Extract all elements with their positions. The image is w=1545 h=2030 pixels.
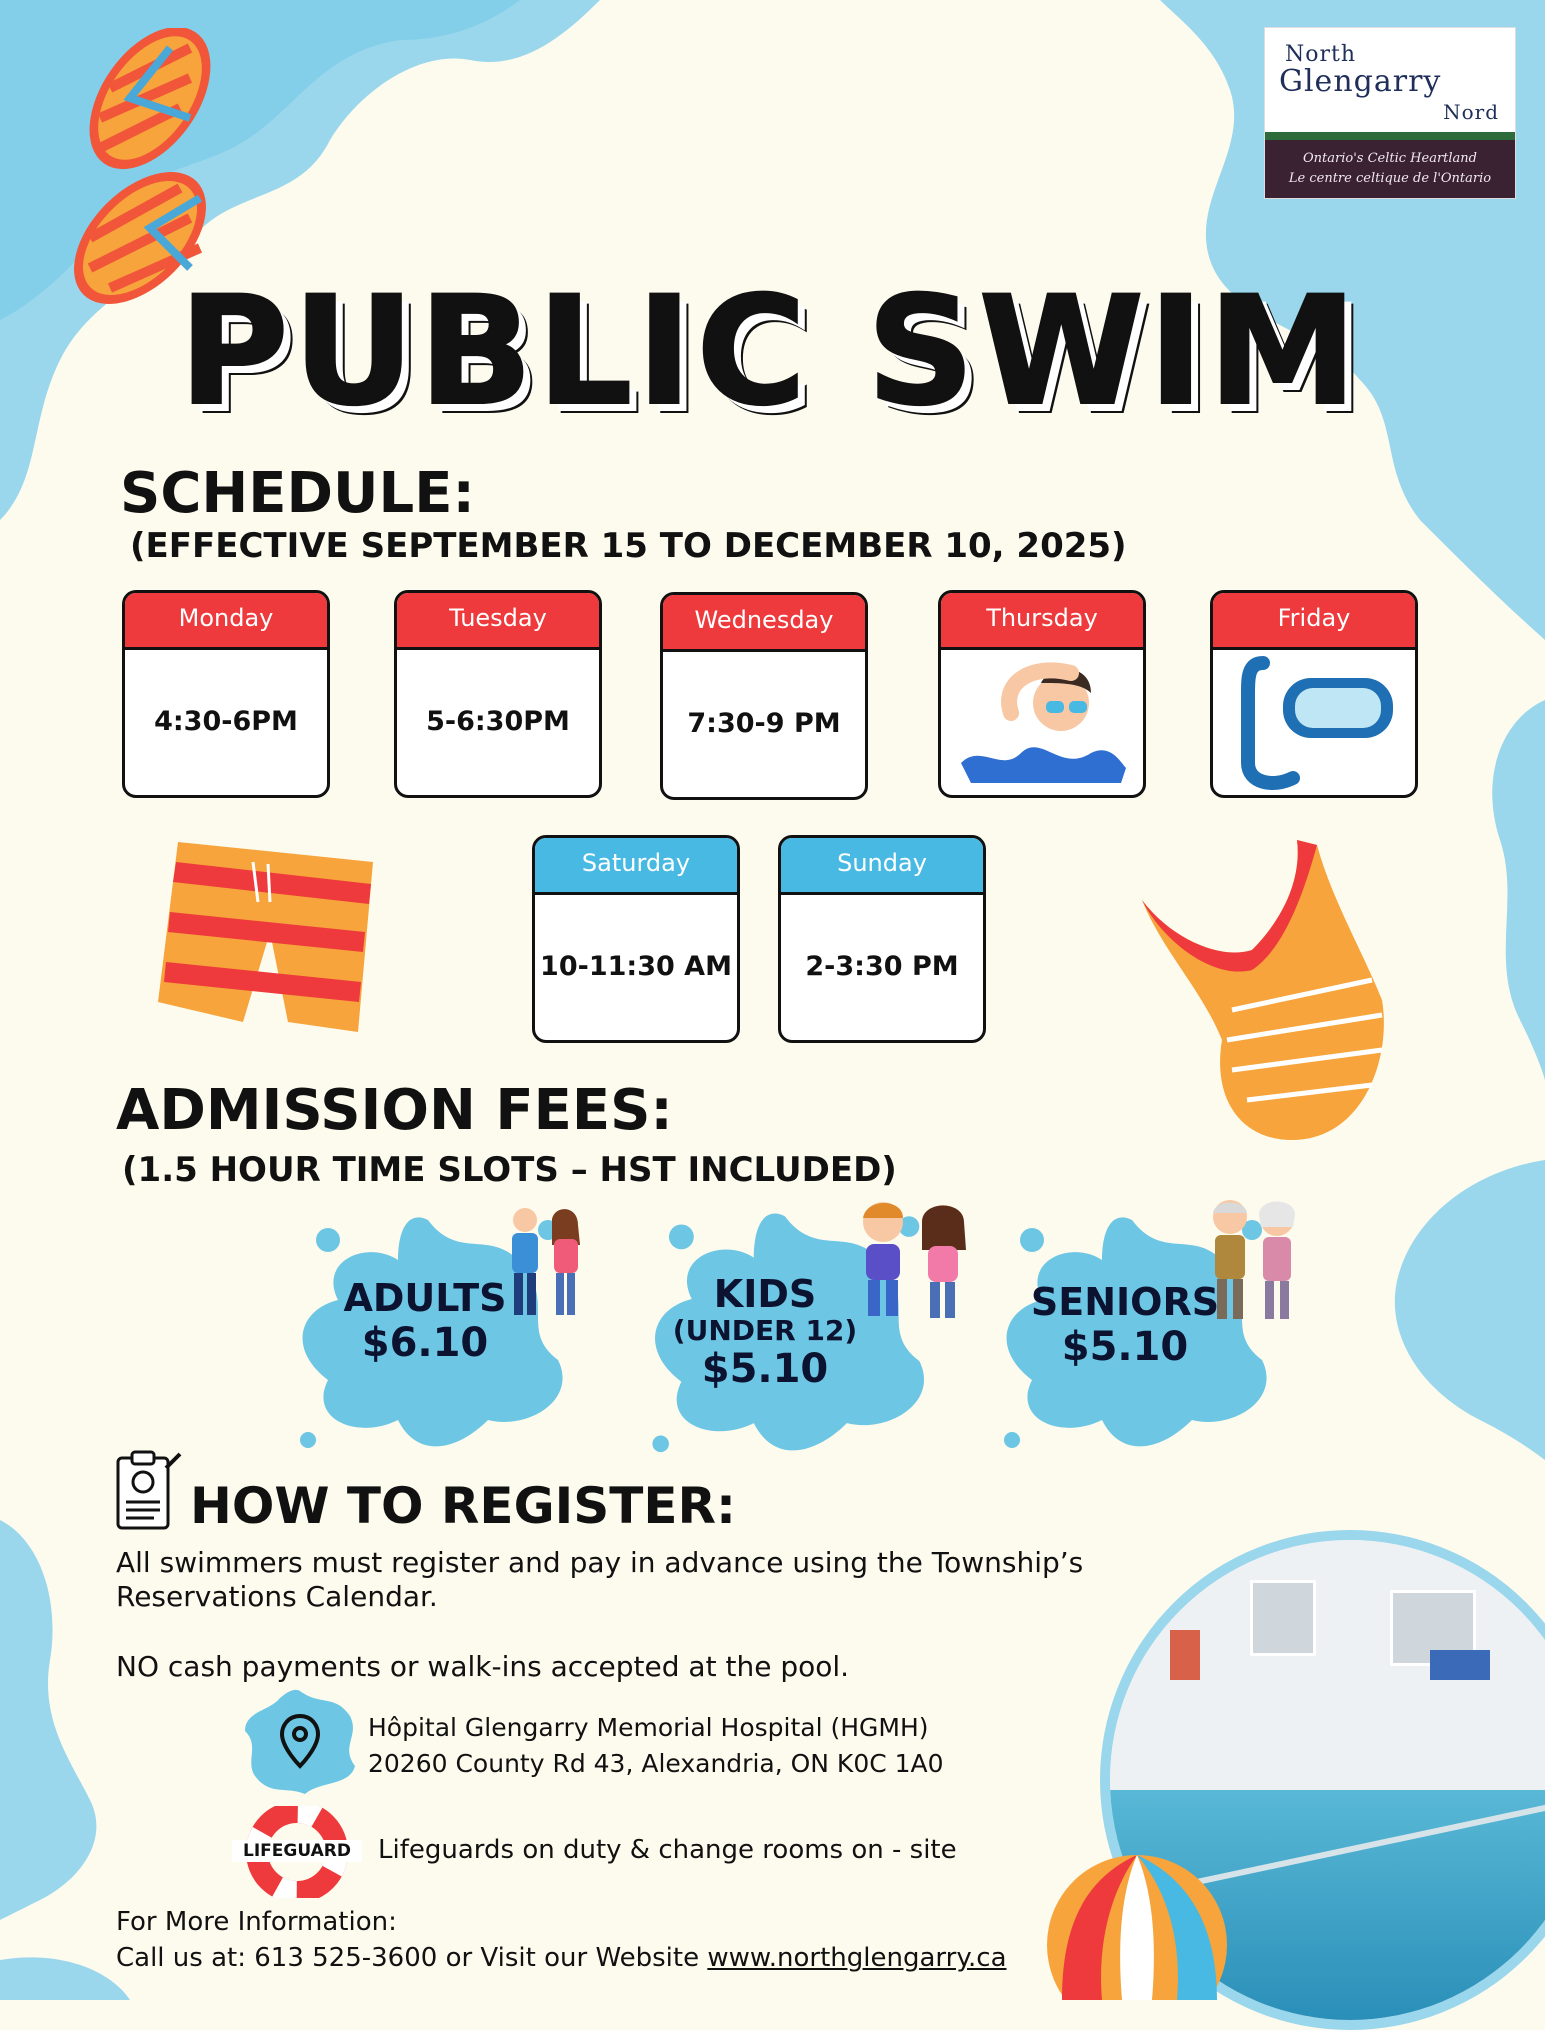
fee-label: ADULTS <box>343 1276 507 1320</box>
swimsuit-icon <box>1132 840 1422 1150</box>
day-name: Sunday <box>781 838 983 895</box>
contact-info <box>116 1904 1007 1976</box>
logo-tagline-fr: Le centre celtique de l'Ontario <box>1288 171 1492 186</box>
fee-label: KIDS <box>713 1272 817 1316</box>
north-glengarry-logo <box>1265 28 1515 198</box>
day-card-monday <box>122 590 330 798</box>
day-time: 7:30-9 PM <box>687 707 841 739</box>
beach-ball-icon <box>1042 1850 1232 2000</box>
register-text-line1: All swimmers must register and pay in advance using the Township’s <box>116 1546 1084 1579</box>
register-text-line2: Reservations Calendar. <box>116 1580 438 1613</box>
day-name: Wednesday <box>663 595 865 652</box>
lifeguard-text: Lifeguards on duty & change rooms on - site <box>378 1835 957 1865</box>
fees-heading: ADMISSION FEES: <box>116 1078 673 1143</box>
snorkel-mask-icon <box>1223 653 1403 793</box>
address-block <box>368 1710 944 1782</box>
register-text-no-cash: NO cash payments or walk-ins accepted at the pool. <box>116 1650 850 1683</box>
swimmer-icon <box>951 653 1131 793</box>
day-card-friday <box>1210 590 1418 798</box>
info-heading: For More Information: <box>116 1907 397 1937</box>
location-pin-icon <box>240 1686 360 1796</box>
day-time: 2-3:30 PM <box>805 950 959 982</box>
day-card-tuesday <box>394 590 602 798</box>
day-time: 5-6:30PM <box>426 705 570 737</box>
day-time: 10-11:30 AM <box>540 950 732 982</box>
fee-price: $5.10 <box>1061 1324 1189 1370</box>
swim-trunks-icon <box>158 842 378 1032</box>
logo-line2: Glengarry <box>1279 64 1442 99</box>
day-time: 4:30-6PM <box>154 705 298 737</box>
fees-subheading: (1.5 HOUR TIME SLOTS – HST INCLUDED) <box>122 1150 897 1190</box>
day-card-sunday <box>778 835 986 1043</box>
fee-label: SENIORS <box>1030 1280 1220 1324</box>
day-card-thursday <box>938 590 1146 798</box>
page-title: PUBLIC SWIM <box>178 265 1362 439</box>
clipboard-icon <box>114 1448 184 1532</box>
logo-tagline-en: Ontario's Celtic Heartland <box>1303 151 1477 166</box>
logo-line3: Nord <box>1443 100 1499 124</box>
fee-seniors <box>1020 1280 1230 1370</box>
schedule-heading: SCHEDULE: <box>120 461 475 526</box>
fee-kids <box>665 1272 865 1392</box>
register-heading: HOW TO REGISTER: <box>190 1477 736 1535</box>
website-link[interactable]: www.northglengarry.ca <box>707 1943 1007 1973</box>
lifeguard-label: LIFEGUARD <box>232 1840 362 1862</box>
day-card-wednesday <box>660 592 868 800</box>
day-name: Saturday <box>535 838 737 895</box>
day-name: Thursday <box>941 593 1143 650</box>
fee-price: $5.10 <box>701 1346 829 1392</box>
day-name: Friday <box>1213 593 1415 650</box>
fee-note: (UNDER 12) <box>672 1314 858 1347</box>
logo-line1: North <box>1285 42 1357 67</box>
day-name: Monday <box>125 593 327 650</box>
schedule-subheading: (EFFECTIVE SEPTEMBER 15 TO DECEMBER 10, 2025) <box>130 526 1127 566</box>
fee-adults <box>330 1276 520 1366</box>
info-phone-text: Call us at: 613 525-3600 or Visit our Website <box>116 1943 708 1973</box>
day-name: Tuesday <box>397 593 599 650</box>
kids-icon <box>848 1200 978 1330</box>
lifeguard-badge <box>232 1806 362 1898</box>
address-line2: 20260 County Rd 43, Alexandria, ON K0C 1A0 <box>368 1749 944 1778</box>
info-contact-line <box>116 1940 1007 1976</box>
fee-price: $6.10 <box>361 1320 489 1366</box>
address-line1: Hôpital Glengarry Memorial Hospital (HGMH) <box>368 1713 929 1742</box>
day-card-saturday <box>532 835 740 1043</box>
